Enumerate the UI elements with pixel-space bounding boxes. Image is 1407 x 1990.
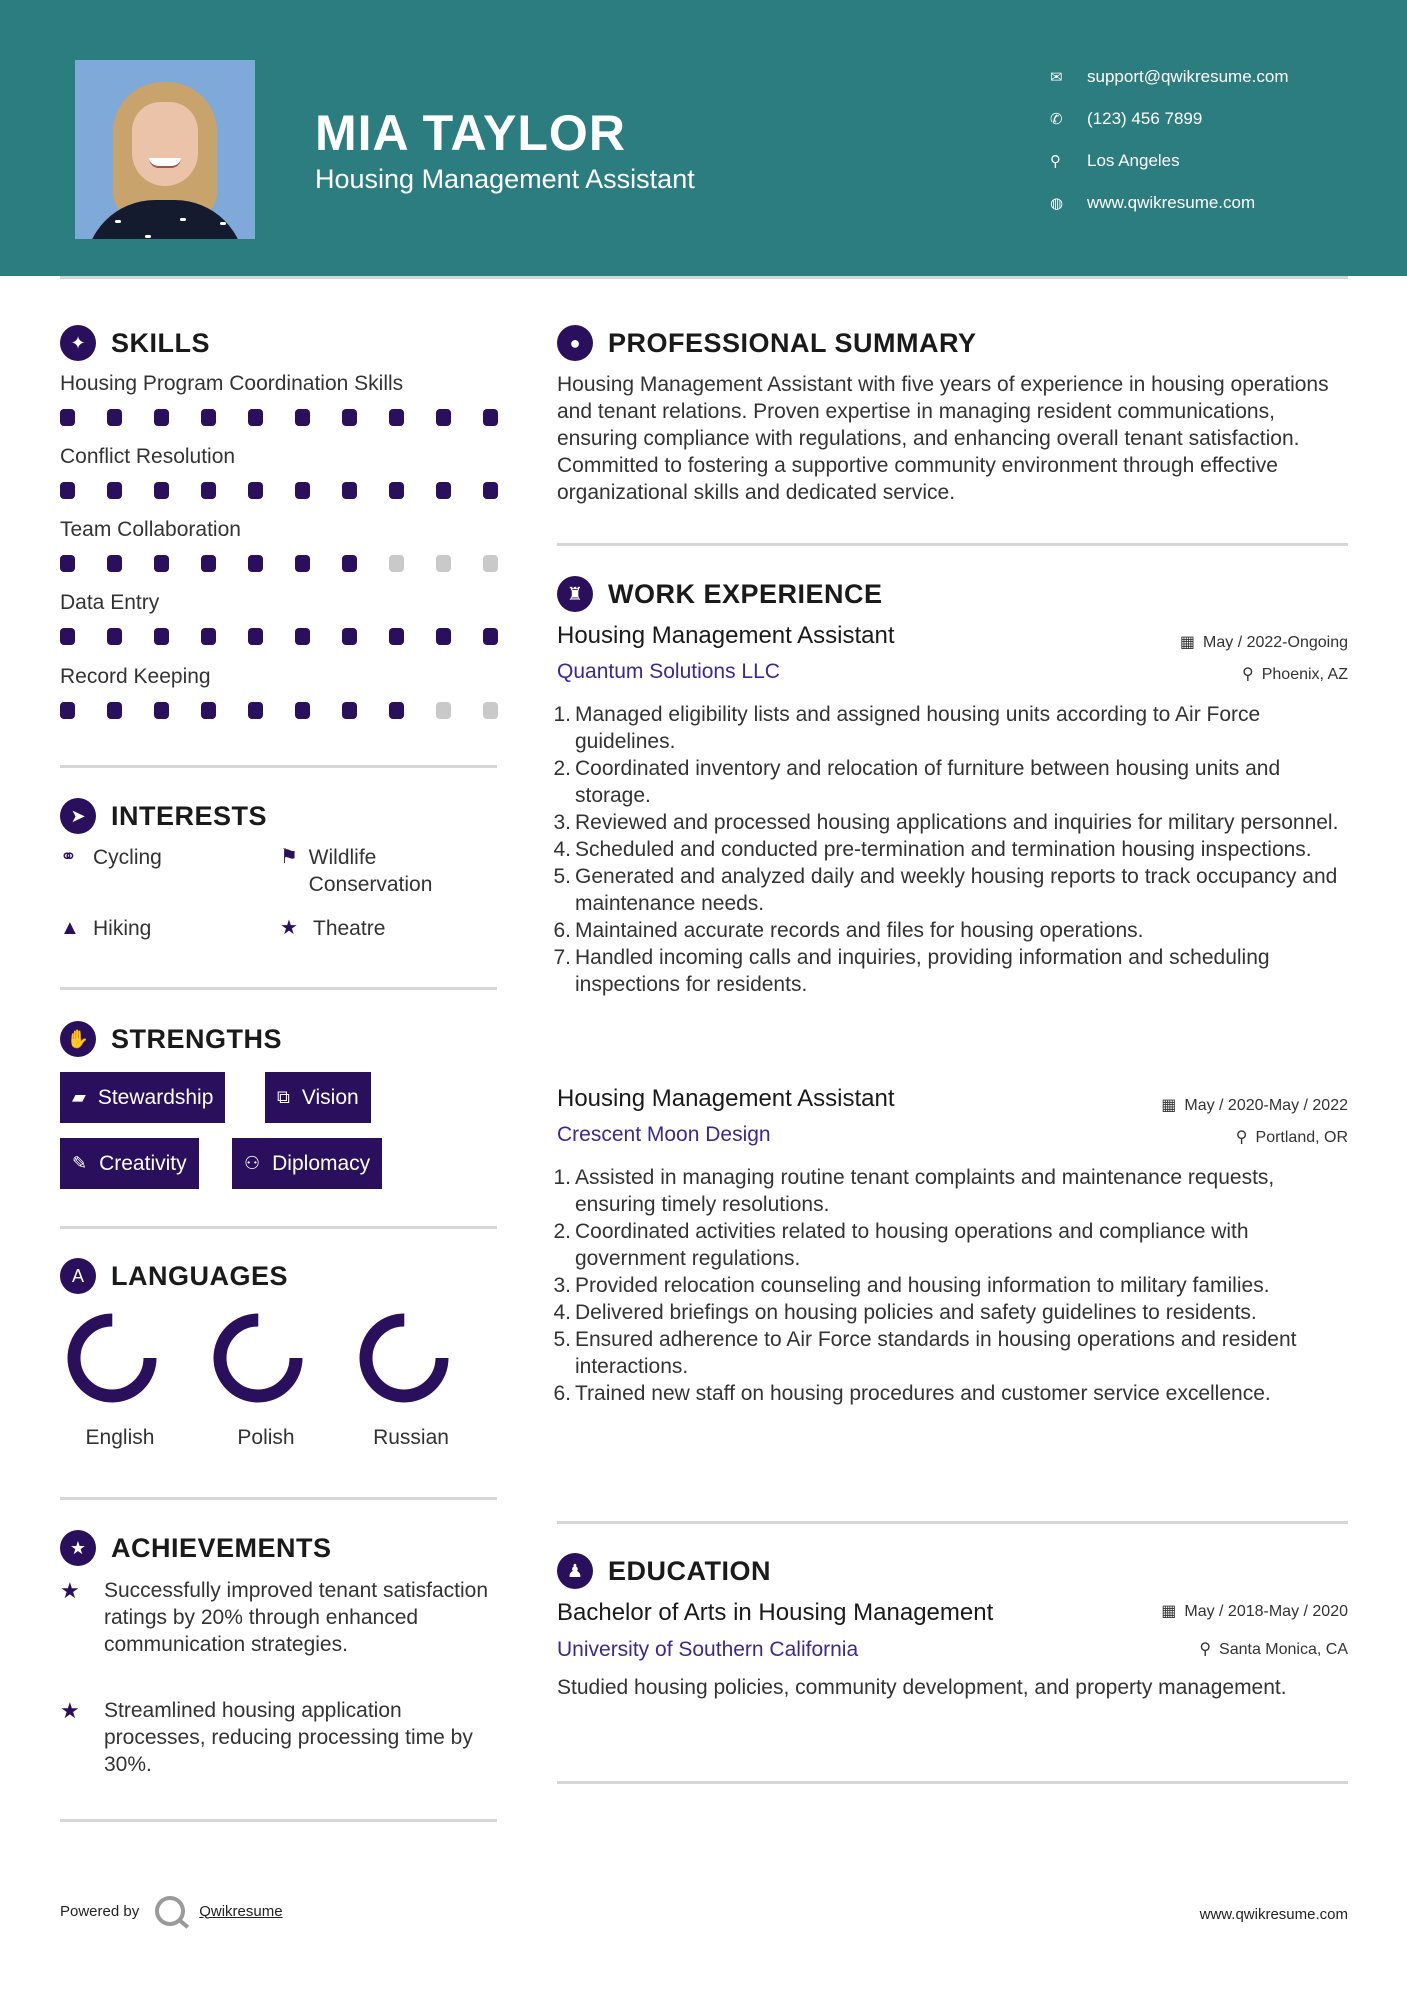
contact-location: ⚲ Los Angeles [1050, 151, 1180, 170]
candidate-name: MIA TAYLOR [315, 105, 626, 161]
rating-dot-filled [154, 628, 169, 645]
rating-dot-filled [248, 628, 263, 645]
skill-label: Data Entry [60, 591, 160, 614]
rating-dot-filled [60, 409, 75, 426]
qwikresume-logo-icon [155, 1896, 185, 1926]
achievements-heading: ★ ACHIEVEMENTS [60, 1530, 332, 1566]
rating-dot-filled [342, 482, 357, 499]
handshake-icon: ⚇ [244, 1153, 261, 1173]
section-divider [60, 1226, 497, 1229]
section-divider [60, 765, 497, 768]
footer-url[interactable]: www.qwikresume.com [1199, 1906, 1348, 1923]
rating-dot-empty [436, 702, 451, 719]
rating-dot-filled [154, 555, 169, 572]
list-item: 3. Reviewed and processed housing applications and inquiries for military personnel. [553, 811, 1339, 834]
job-bullets [552, 1164, 1357, 1407]
job-title: Housing Management Assistant [557, 1085, 895, 1112]
company-name: Crescent Moon Design [557, 1123, 771, 1146]
language-ring [212, 1312, 304, 1404]
rating-dot-filled [436, 409, 451, 426]
job-location: ⚲ Portland, OR [1235, 1129, 1348, 1146]
strength-tag: ⚇ Diplomacy [232, 1138, 382, 1189]
language-label: Polish [237, 1426, 295, 1449]
strength-tag: ▰ Stewardship [60, 1072, 225, 1123]
paintbrush-icon: ✎ [72, 1153, 88, 1173]
rating-dot-filled [483, 628, 498, 645]
skill-rating [60, 482, 500, 500]
job-bullets [552, 701, 1357, 998]
graduate-icon: ♟ [557, 1553, 593, 1589]
skills-heading: ✦ SKILLS [60, 325, 210, 361]
list-item: 6. Trained new staff on housing procedures and customer service excellence. [553, 1382, 1271, 1405]
list-item: 4. Delivered briefings on housing policies and safety guidelines to residents. [553, 1301, 1257, 1324]
pushpin-icon: ⚲ [1199, 1641, 1212, 1658]
skill-label: Record Keeping [60, 665, 211, 688]
interest-item: ⚭ Cycling [60, 846, 162, 869]
language-level-arc [74, 1320, 150, 1396]
list-item: 4. Scheduled and conducted pre-termination and termination housing inspections. [553, 838, 1312, 861]
strength-tag: ✎ Creativity [60, 1138, 199, 1189]
calendar-icon: ▦ [1161, 1097, 1177, 1114]
experience-heading: ♜ WORK EXPERIENCE [557, 576, 883, 612]
rating-dot-filled [201, 482, 216, 499]
contact-phone[interactable]: ✆ (123) 456 7899 [1050, 109, 1203, 128]
languages-heading: A LANGUAGES [60, 1258, 288, 1294]
rating-dot-filled [107, 628, 122, 645]
flag-icon: ⚑ [280, 846, 298, 868]
list-item: 1. Managed eligibility lists and assigned housing units according to Air Force guidelines. [553, 703, 1261, 753]
skill-label: Conflict Resolution [60, 445, 236, 468]
strength-tag: ⧉ Vision [265, 1072, 371, 1123]
rating-dot-filled [436, 482, 451, 499]
rating-dot-filled [295, 628, 310, 645]
language-label: English [85, 1426, 155, 1449]
section-divider [60, 1819, 497, 1822]
profile-photo [75, 60, 255, 239]
shooting-star-icon: ★ [60, 1698, 80, 1723]
skill-rating [60, 409, 500, 427]
phone-icon: ✆ [1050, 111, 1063, 128]
rating-dot-filled [389, 702, 404, 719]
rating-dot-filled [60, 482, 75, 499]
section-divider [557, 543, 1348, 546]
binoculars-icon: ⧉ [277, 1087, 290, 1107]
rating-dot-filled [154, 702, 169, 719]
skill-rating [60, 555, 500, 573]
contact-list [1050, 56, 1289, 224]
medal-star-icon: ★ [60, 1530, 96, 1566]
rating-dot-filled [107, 555, 122, 572]
rating-dot-filled [248, 702, 263, 719]
rating-dot-filled [154, 409, 169, 426]
rating-dot-filled [342, 555, 357, 572]
rating-dot-filled [60, 702, 75, 719]
skill-rating [60, 702, 500, 720]
list-item: 2. Coordinated inventory and relocation of furniture between housing units and storage. [553, 757, 1281, 807]
lightbulb-icon: ✦ [60, 325, 96, 361]
strengths-heading: ✋ STRENGTHS [60, 1021, 282, 1057]
job-dates: ▦ May / 2020-May / 2022 [1161, 1097, 1348, 1114]
rating-dot-filled [248, 555, 263, 572]
language-level-arc [220, 1320, 296, 1396]
job-dates: ▦ May / 2022-Ongoing [1179, 634, 1348, 651]
rating-dot-filled [295, 702, 310, 719]
education-location: ⚲ Santa Monica, CA [1199, 1641, 1348, 1658]
rating-dot-empty [436, 555, 451, 572]
degree-title: Bachelor of Arts in Housing Management [557, 1599, 994, 1626]
globe-icon: ◍ [1050, 195, 1064, 212]
envelope-icon: ✉ [1050, 69, 1063, 86]
rating-dot-filled [436, 628, 451, 645]
shooting-star-icon: ★ [60, 1578, 80, 1603]
rating-dot-filled [201, 702, 216, 719]
calendar-icon: ▦ [1161, 1603, 1177, 1620]
rating-dot-filled [295, 555, 310, 572]
company-name: Quantum Solutions LLC [557, 660, 780, 683]
language-label: Russian [373, 1426, 449, 1449]
rating-dot-filled [248, 482, 263, 499]
rating-dot-filled [201, 555, 216, 572]
skill-label: Team Collaboration [60, 518, 241, 541]
rating-dot-filled [389, 628, 404, 645]
rating-dot-filled [342, 702, 357, 719]
education-dates: ▦ May / 2018-May / 2020 [1161, 1603, 1348, 1620]
rating-dot-filled [154, 482, 169, 499]
rating-dot-filled [60, 555, 75, 572]
rating-dot-filled [248, 409, 263, 426]
list-item: 3. Provided relocation counseling and housing information to military families. [553, 1274, 1270, 1297]
office-chair-icon: ♜ [557, 576, 593, 612]
list-item: 6. Maintained accurate records and files for housing operations. [553, 919, 1144, 942]
interest-item: ★ Theatre [280, 917, 386, 940]
job-location: ⚲ Phoenix, AZ [1242, 666, 1348, 683]
list-item: 7. Handled incoming calls and inquiries, providing information and scheduling inspections for residents. [553, 946, 1270, 996]
briefcase-icon: ▰ [72, 1087, 86, 1107]
calendar-icon: ▦ [1179, 634, 1196, 651]
rating-dot-filled [201, 409, 216, 426]
bicycle-icon: ⚭ [60, 846, 77, 868]
section-divider [60, 1497, 497, 1500]
user-icon: ● [557, 325, 593, 361]
rating-dot-filled [389, 409, 404, 426]
achievement-item: ★ Successfully improved tenant satisfaction ratings by 20% through enhanced communication strategies. [60, 1578, 489, 1656]
language-ring [66, 1312, 158, 1404]
skill-rating [60, 628, 500, 646]
interests-heading: ➤ INTERESTS [60, 798, 267, 834]
location-pin-icon: ⚲ [1050, 153, 1061, 170]
rating-dot-filled [201, 628, 216, 645]
rating-dot-filled [295, 409, 310, 426]
rating-dot-filled [342, 409, 357, 426]
rating-dot-filled [342, 628, 357, 645]
tree-icon: ▲ [60, 917, 80, 939]
skill-label: Housing Program Coordination Skills [60, 372, 404, 395]
list-item: 5. Ensured adherence to Air Force standards in housing operations and resident interactions. [553, 1328, 1297, 1378]
rating-dot-filled [483, 409, 498, 426]
language-ring [358, 1312, 450, 1404]
list-item: 1. Assisted in managing routine tenant complaints and maintenance requests, ensuring timely resolutions. [553, 1166, 1275, 1216]
language-level-arc [366, 1320, 442, 1396]
star-icon: ★ [280, 917, 298, 939]
rating-dot-empty [483, 702, 498, 719]
rating-dot-filled [389, 482, 404, 499]
summary-text: Housing Management Assistant with five years of experience in housing operations and tenant relations. Proven expertise in managing resident communications, ensuring compliance with regulations, and enhancing overall tenant satisfaction. Committed to fostering a supportive community environment through effective organizational skills and dedicated service. [557, 373, 1329, 504]
job-title: Housing Management Assistant [557, 622, 895, 649]
header-divider [60, 276, 1348, 279]
pushpin-icon: ⚲ [1242, 666, 1254, 683]
list-item: 2. Coordinated activities related to housing operations and compliance with government regulations. [553, 1220, 1249, 1270]
resume-header [0, 0, 1407, 276]
rating-dot-filled [107, 702, 122, 719]
interest-item: ▲ Hiking [60, 917, 152, 940]
rating-dot-filled [107, 482, 122, 499]
summary-heading: ● PROFESSIONAL SUMMARY [557, 325, 977, 361]
brand-link[interactable]: Qwikresume [199, 1902, 283, 1920]
candidate-role: Housing Management Assistant [315, 164, 695, 194]
education-description: Studied housing policies, community development, and property management. [557, 1676, 1287, 1699]
rating-dot-empty [389, 555, 404, 572]
school-name: University of Southern California [557, 1638, 859, 1661]
hand-icon: ✋ [60, 1021, 96, 1057]
list-item: 5. Generated and analyzed daily and weekly housing reports to track occupancy and maintenance needs. [553, 865, 1338, 915]
section-divider [60, 987, 497, 990]
contact-website[interactable]: ◍ www.qwikresume.com [1050, 193, 1256, 212]
rating-dot-filled [107, 409, 122, 426]
rating-dot-filled [60, 628, 75, 645]
language-icon: A [60, 1258, 96, 1294]
section-divider [557, 1781, 1348, 1784]
contact-email[interactable]: ✉ support@qwikresume.com [1050, 67, 1289, 86]
achievement-item: ★ Streamlined housing application processes, reducing processing time by 30%. [60, 1698, 473, 1776]
interest-item: ⚑ Wildlife Conservation [280, 846, 433, 896]
footer-powered-by: Powered by Qwikresume [60, 1896, 283, 1926]
section-divider [557, 1521, 1348, 1524]
rating-dot-empty [483, 555, 498, 572]
paper-plane-icon: ➤ [60, 798, 96, 834]
rating-dot-filled [483, 482, 498, 499]
rating-dot-filled [295, 482, 310, 499]
pushpin-icon: ⚲ [1235, 1129, 1248, 1146]
education-heading: ♟ EDUCATION [557, 1553, 771, 1589]
